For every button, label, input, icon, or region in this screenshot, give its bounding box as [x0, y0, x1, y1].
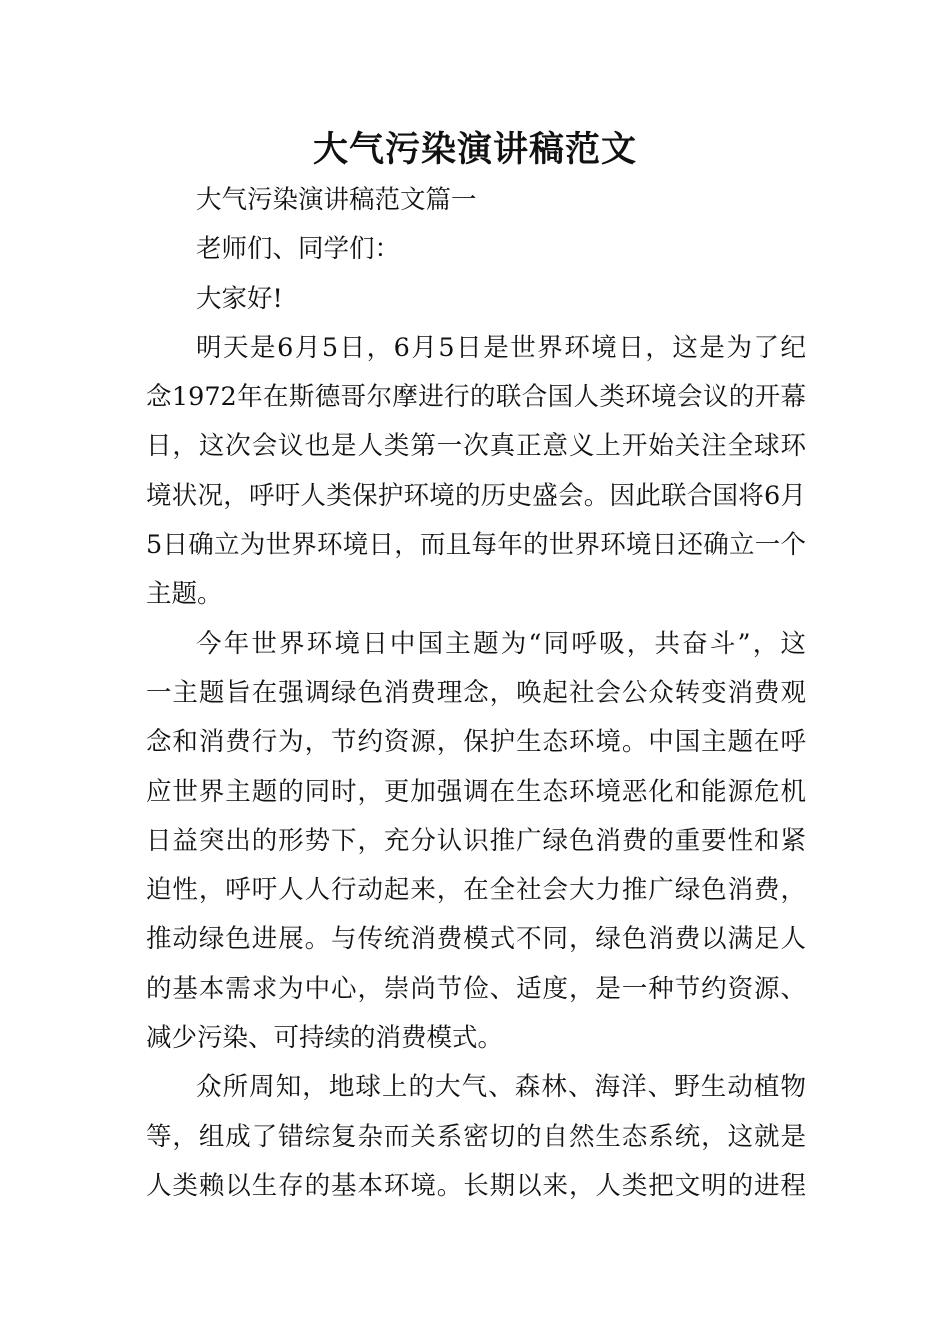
paragraph-line: 众所周知，地球上的大气、森林、海洋、野生动植物 — [196, 1072, 806, 1103]
salutation-line: 老师们、同学们： — [196, 234, 401, 265]
paragraph-line: 推动绿色进展。与传统消费模式不同，绿色消费以满足人 — [146, 924, 806, 955]
paragraph-line: 境状况，呼吁人类保护环境的历史盛会。因此联合国将6月 — [146, 480, 806, 511]
paragraph-line: 日益突出的形势下，充分认识推广绿色消费的重要性和紧 — [146, 825, 806, 856]
paragraph-line: 念1972年在斯德哥尔摩进行的联合国人类环境会议的开幕 — [146, 382, 806, 413]
paragraph-line: 主题。 — [146, 579, 223, 610]
paragraph-line: 减少污染、可持续的消费模式。 — [146, 1023, 504, 1054]
paragraph-line: 念和消费行为，节约资源，保护生态环境。中国主题在呼 — [146, 727, 806, 758]
paragraph-line: 人类赖以生存的基本环境。长期以来，人类把文明的进程 — [146, 1170, 806, 1201]
paragraph-line: 的基本需求为中心，崇尚节俭、适度，是一种节约资源、 — [146, 973, 806, 1004]
paragraph-line: 应世界主题的同时，更加强调在生态环境恶化和能源危机 — [146, 776, 806, 807]
paragraph-line: 迫性，呼吁人人行动起来，在全社会大力推广绿色消费， — [146, 875, 806, 906]
paragraph-line: 5日确立为世界环境日，而且每年的世界环境日还确立一个 — [146, 530, 806, 561]
paragraph-line: 等，组成了错综复杂而关系密切的自然生态系统，这就是 — [146, 1121, 806, 1152]
greeting-line: 大家好! — [196, 283, 283, 314]
paragraph-line: 日，这次会议也是人类第一次真正意义上开始关注全球环 — [146, 431, 806, 462]
document-body — [146, 176, 806, 1211]
document-title: 大气污染演讲稿范文 — [312, 129, 637, 170]
paragraph-line: 明天是6月5日，6月5日是世界环境日，这是为了纪 — [196, 332, 806, 363]
paragraph-line: 一主题旨在强调绿色消费理念，唤起社会公众转变消费观 — [146, 677, 806, 708]
paragraph-line: 今年世界环境日中国主题为“同呼吸，共奋斗”，这 — [196, 628, 806, 659]
section-heading: 大气污染演讲稿范文篇一 — [196, 185, 477, 215]
